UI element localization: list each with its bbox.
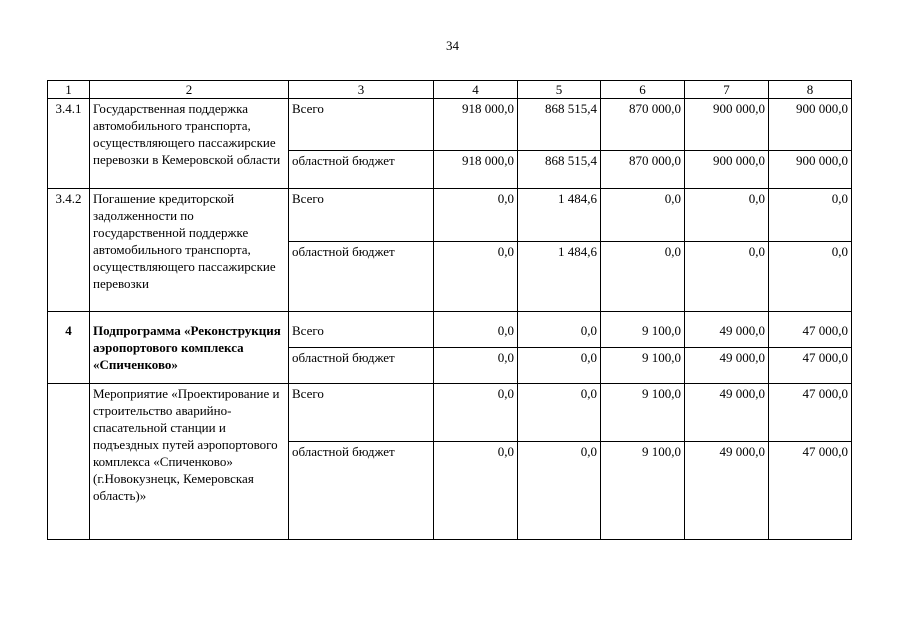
value-cell: 0,0	[434, 348, 518, 384]
column-header: 1	[48, 81, 90, 99]
column-header: 5	[518, 81, 601, 99]
value-cell: 0,0	[685, 242, 769, 312]
value-cell: 0,0	[601, 242, 685, 312]
value-cell: 0,0	[685, 189, 769, 242]
value-cell: 0,0	[434, 189, 518, 242]
table-row	[48, 99, 852, 151]
value-cell: 1 484,6	[518, 189, 601, 242]
value-cell: 9 100,0	[601, 312, 685, 348]
column-header: 6	[601, 81, 685, 99]
column-header: 8	[769, 81, 852, 99]
value-cell: 47 000,0	[769, 442, 852, 540]
value-cell: 9 100,0	[601, 384, 685, 442]
funding-source: областной бюджет	[289, 348, 434, 384]
value-cell: 0,0	[769, 242, 852, 312]
value-cell: 870 000,0	[601, 99, 685, 151]
row-number: 4	[48, 312, 90, 384]
value-cell: 0,0	[518, 312, 601, 348]
row-name: Погашение кредиторской задолженности по государственной поддержке автомобильного транспорта, осуществляющего пассажирские перевозки	[90, 189, 289, 312]
value-cell: 868 515,4	[518, 151, 601, 189]
table-row	[48, 189, 852, 242]
value-cell: 0,0	[434, 242, 518, 312]
value-cell: 870 000,0	[601, 151, 685, 189]
funding-source: областной бюджет	[289, 442, 434, 540]
value-cell: 49 000,0	[685, 348, 769, 384]
row-name: Подпрограмма «Реконструкция аэропортового комплекса «Спиченково»	[90, 312, 289, 384]
row-number: 3.4.2	[48, 189, 90, 312]
value-cell: 918 000,0	[434, 99, 518, 151]
funding-source: Всего	[289, 312, 434, 348]
value-cell: 47 000,0	[769, 348, 852, 384]
row-name: Мероприятие «Проектирование и строительство аварийно-спасательной станции и подъездных путей аэропортового комплекса «Спиченково» (г.Новокузнецк, Кемеровская область)»	[90, 384, 289, 540]
value-cell: 0,0	[769, 189, 852, 242]
column-header: 4	[434, 81, 518, 99]
value-cell: 868 515,4	[518, 99, 601, 151]
value-cell: 47 000,0	[769, 312, 852, 348]
header-row	[48, 81, 852, 99]
value-cell: 49 000,0	[685, 442, 769, 540]
funding-source: Всего	[289, 99, 434, 151]
value-cell: 900 000,0	[769, 151, 852, 189]
value-cell: 0,0	[518, 442, 601, 540]
funding-source: областной бюджет	[289, 151, 434, 189]
page-number: 34	[446, 38, 459, 53]
table-row	[48, 312, 852, 348]
value-cell: 900 000,0	[685, 151, 769, 189]
value-cell: 49 000,0	[685, 312, 769, 348]
row-name: Государственная поддержка автомобильного транспорта, осуществляющего пассажирские перевозки в Кемеровской области	[90, 99, 289, 189]
funding-source: областной бюджет	[289, 242, 434, 312]
funding-source: Всего	[289, 384, 434, 442]
value-cell: 0,0	[518, 384, 601, 442]
funding-source: Всего	[289, 189, 434, 242]
value-cell: 0,0	[601, 189, 685, 242]
value-cell: 900 000,0	[685, 99, 769, 151]
value-cell: 0,0	[518, 348, 601, 384]
value-cell: 0,0	[434, 442, 518, 540]
table-row	[48, 384, 852, 442]
value-cell: 900 000,0	[769, 99, 852, 151]
value-cell: 1 484,6	[518, 242, 601, 312]
column-header: 3	[289, 81, 434, 99]
value-cell: 0,0	[434, 384, 518, 442]
column-header: 7	[685, 81, 769, 99]
column-header: 2	[90, 81, 289, 99]
value-cell: 9 100,0	[601, 442, 685, 540]
row-number: 3.4.1	[48, 99, 90, 189]
value-cell: 49 000,0	[685, 384, 769, 442]
value-cell: 0,0	[434, 312, 518, 348]
value-cell: 918 000,0	[434, 151, 518, 189]
value-cell: 9 100,0	[601, 348, 685, 384]
budget-table	[47, 80, 852, 540]
row-number	[48, 384, 90, 540]
value-cell: 47 000,0	[769, 384, 852, 442]
